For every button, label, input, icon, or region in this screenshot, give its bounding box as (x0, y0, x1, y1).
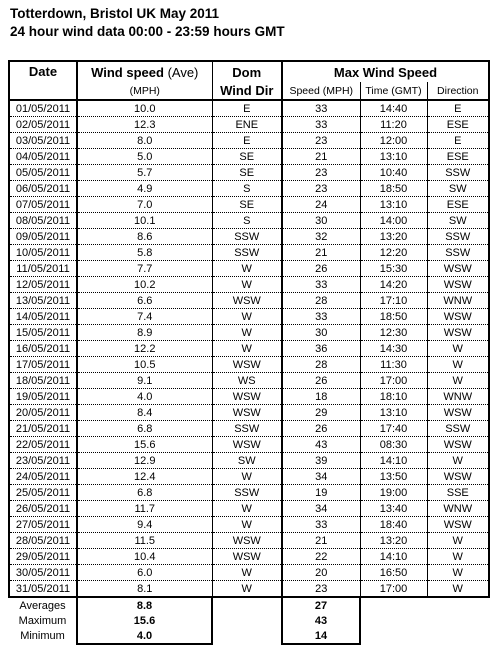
max-speed-cell: 18 (282, 389, 360, 405)
max-dir-cell: WSW (427, 469, 489, 485)
time-cell: 17:40 (360, 421, 427, 437)
dom-dir-cell: W (212, 341, 282, 357)
table-row (9, 149, 489, 165)
max-dir-cell: SSW (427, 421, 489, 437)
max-speed-cell: 33 (282, 117, 360, 133)
table-row (9, 117, 489, 133)
table-row (9, 389, 489, 405)
avg-speed-cell: 6.6 (77, 293, 212, 309)
time-cell: 14:30 (360, 341, 427, 357)
table-row (9, 357, 489, 373)
time-cell: 14:40 (360, 100, 427, 117)
max-dir-cell: SW (427, 181, 489, 197)
table-row (9, 517, 489, 533)
table-row (9, 165, 489, 181)
date-cell: 26/05/2011 (9, 501, 77, 517)
table-row (9, 501, 489, 517)
dom-dir-cell: WSW (212, 533, 282, 549)
dom-dir-cell: S (212, 181, 282, 197)
dom-dir-cell: W (212, 277, 282, 293)
dom-dir-cell: WSW (212, 389, 282, 405)
date-cell: 11/05/2011 (9, 261, 77, 277)
dom-dir-cell: W (212, 469, 282, 485)
table-row (9, 245, 489, 261)
max-speed-cell: 36 (282, 341, 360, 357)
time-cell: 18:10 (360, 389, 427, 405)
minimum-row (9, 628, 489, 644)
dom-dir-cell: W (212, 517, 282, 533)
max-speed-cell: 26 (282, 373, 360, 389)
avg-speed-cell: 6.8 (77, 421, 212, 437)
date-cell: 28/05/2011 (9, 533, 77, 549)
date-cell: 07/05/2011 (9, 197, 77, 213)
table-row (9, 293, 489, 309)
date-cell: 12/05/2011 (9, 277, 77, 293)
table-row (9, 565, 489, 581)
table-row (9, 373, 489, 389)
date-cell: 20/05/2011 (9, 405, 77, 421)
date-cell: 17/05/2011 (9, 357, 77, 373)
dom-dir-cell: WSW (212, 437, 282, 453)
max-dir-cell: ESE (427, 117, 489, 133)
table-row (9, 533, 489, 549)
max-speed-cell: 28 (282, 293, 360, 309)
dom-dir-cell: WSW (212, 405, 282, 421)
dom-dir-cell: SSW (212, 245, 282, 261)
avg-speed-cell: 8.9 (77, 325, 212, 341)
avg-speed-cell: 5.7 (77, 165, 212, 181)
dom-dir-cell: SSW (212, 421, 282, 437)
table-row (9, 325, 489, 341)
avg-speed-cell: 8.6 (77, 229, 212, 245)
dom-dir-cell: WSW (212, 293, 282, 309)
summary-empty (212, 597, 282, 613)
time-cell: 11:20 (360, 117, 427, 133)
time-cell: 17:00 (360, 373, 427, 389)
max-speed-cell: 32 (282, 229, 360, 245)
avg-speed-cell: 9.1 (77, 373, 212, 389)
dom-dir-cell: W (212, 581, 282, 598)
dom-dir-cell: WSW (212, 357, 282, 373)
time-cell: 16:50 (360, 565, 427, 581)
max-speed-cell: 23 (282, 181, 360, 197)
date-cell: 31/05/2011 (9, 581, 77, 598)
summary-speed-value: 4.0 (77, 628, 212, 644)
date-cell: 15/05/2011 (9, 325, 77, 341)
time-cell: 12:30 (360, 325, 427, 341)
header-row-2 (9, 82, 489, 100)
date-cell: 10/05/2011 (9, 245, 77, 261)
dom-dir-cell: W (212, 261, 282, 277)
date-cell: 22/05/2011 (9, 437, 77, 453)
max-dir-cell: WSW (427, 277, 489, 293)
avg-speed-cell: 12.2 (77, 341, 212, 357)
wind-data-table (8, 60, 490, 645)
time-cell: 13:40 (360, 501, 427, 517)
table-row (9, 133, 489, 149)
max-speed-cell: 21 (282, 149, 360, 165)
dom-dir-cell: W (212, 501, 282, 517)
time-cell: 18:50 (360, 181, 427, 197)
direction-header: Direction (427, 82, 489, 100)
table-row (9, 341, 489, 357)
max-speed-cell: 33 (282, 277, 360, 293)
time-cell: 13:10 (360, 149, 427, 165)
summary-gust-value: 27 (282, 597, 360, 613)
max-dir-cell: E (427, 133, 489, 149)
date-cell: 24/05/2011 (9, 469, 77, 485)
table-row (9, 421, 489, 437)
time-gmt-header: Time (GMT) (360, 82, 427, 100)
max-dir-cell: W (427, 357, 489, 373)
time-cell: 13:20 (360, 533, 427, 549)
max-dir-cell: SSW (427, 165, 489, 181)
dom-dir-cell: SSW (212, 229, 282, 245)
dom-dir-cell: W (212, 565, 282, 581)
date-cell: 09/05/2011 (9, 229, 77, 245)
date-cell: 27/05/2011 (9, 517, 77, 533)
date-cell: 18/05/2011 (9, 373, 77, 389)
summary-speed-value: 8.8 (77, 597, 212, 613)
date-cell: 06/05/2011 (9, 181, 77, 197)
date-cell: 04/05/2011 (9, 149, 77, 165)
avg-speed-cell: 4.9 (77, 181, 212, 197)
time-cell: 14:20 (360, 277, 427, 293)
max-dir-cell: SW (427, 213, 489, 229)
max-speed-cell: 33 (282, 100, 360, 117)
time-cell: 18:40 (360, 517, 427, 533)
header-row-1 (9, 61, 489, 82)
max-speed-cell: 34 (282, 469, 360, 485)
max-speed-cell: 23 (282, 581, 360, 598)
max-dir-cell: WSW (427, 517, 489, 533)
max-speed-cell: 22 (282, 549, 360, 565)
avg-speed-cell: 7.0 (77, 197, 212, 213)
date-cell: 02/05/2011 (9, 117, 77, 133)
dom-dir-cell: SE (212, 165, 282, 181)
table-row (9, 469, 489, 485)
table-row (9, 213, 489, 229)
avg-speed-cell: 7.4 (77, 309, 212, 325)
max-dir-cell: W (427, 341, 489, 357)
max-dir-cell: W (427, 581, 489, 598)
summary-label: Maximum (18, 614, 67, 627)
max-dir-cell: WSW (427, 261, 489, 277)
avg-speed-cell: 15.6 (77, 437, 212, 453)
max-dir-cell: WNW (427, 501, 489, 517)
date-cell: 25/05/2011 (9, 485, 77, 501)
max-speed-cell: 23 (282, 165, 360, 181)
speed-mph-header: Speed (MPH) (282, 82, 360, 100)
time-cell: 12:20 (360, 245, 427, 261)
max-dir-cell: W (427, 533, 489, 549)
avg-speed-cell: 12.9 (77, 453, 212, 469)
max-dir-cell: W (427, 549, 489, 565)
max-speed-cell: 23 (282, 133, 360, 149)
avg-speed-cell: 10.2 (77, 277, 212, 293)
time-cell: 19:00 (360, 485, 427, 501)
date-cell: 16/05/2011 (9, 341, 77, 357)
max-dir-cell: WSW (427, 437, 489, 453)
max-dir-cell: SSE (427, 485, 489, 501)
table-row (9, 197, 489, 213)
max-speed-cell: 20 (282, 565, 360, 581)
max-speed-cell: 33 (282, 517, 360, 533)
max-dir-cell: W (427, 565, 489, 581)
dom-dir-cell: WS (212, 373, 282, 389)
dom-dir-cell: ENE (212, 117, 282, 133)
time-cell: 14:10 (360, 453, 427, 469)
avg-speed-cell: 7.7 (77, 261, 212, 277)
wind-speed-unit: (MPH) (77, 82, 212, 100)
max-dir-cell: ESE (427, 149, 489, 165)
avg-speed-cell: 11.7 (77, 501, 212, 517)
max-speed-cell: 30 (282, 213, 360, 229)
avg-speed-cell: 9.4 (77, 517, 212, 533)
date-header: Date (9, 61, 77, 100)
summary-gust-value: 14 (282, 628, 360, 644)
max-speed-cell: 24 (282, 197, 360, 213)
table-row (9, 277, 489, 293)
table-row (9, 261, 489, 277)
dom-dir-cell: WSW (212, 549, 282, 565)
table-row (9, 453, 489, 469)
max-speed-cell: 30 (282, 325, 360, 341)
max-dir-cell: WNW (427, 293, 489, 309)
table-row (9, 485, 489, 501)
time-cell: 13:10 (360, 405, 427, 421)
summary-empty (212, 628, 282, 644)
time-cell: 17:00 (360, 581, 427, 598)
dom-dir-cell: SSW (212, 485, 282, 501)
time-cell: 11:30 (360, 357, 427, 373)
max-speed-cell: 19 (282, 485, 360, 501)
dom-dir-cell: W (212, 325, 282, 341)
max-speed-cell: 21 (282, 533, 360, 549)
summary-gust-value: 43 (282, 613, 360, 628)
date-cell: 08/05/2011 (9, 213, 77, 229)
page-title: Totterdown, Bristol UK May 2011 (10, 6, 220, 21)
dom-dir-cell: SW (212, 453, 282, 469)
max-speed-cell: 26 (282, 421, 360, 437)
max-wind-speed-header: Max Wind Speed (282, 61, 489, 82)
table-row (9, 437, 489, 453)
avg-speed-cell: 4.0 (77, 389, 212, 405)
dom-dir-cell: S (212, 213, 282, 229)
wind-speed-ave-label: (Ave) (167, 64, 199, 80)
table-row (9, 549, 489, 565)
page-subtitle: 24 hour wind data 00:00 - 23:59 hours GMT (10, 24, 285, 39)
summary-speed-value: 15.6 (77, 613, 212, 628)
wind-dir-header: Wind Dir (212, 82, 282, 100)
avg-speed-cell: 10.1 (77, 213, 212, 229)
date-cell: 01/05/2011 (9, 100, 77, 117)
date-cell: 03/05/2011 (9, 133, 77, 149)
avg-speed-cell: 5.0 (77, 149, 212, 165)
dom-dir-cell: W (212, 309, 282, 325)
table-row (9, 229, 489, 245)
max-dir-cell: WSW (427, 325, 489, 341)
avg-speed-cell: 6.8 (77, 485, 212, 501)
dom-dir-cell: SE (212, 149, 282, 165)
date-cell: 14/05/2011 (9, 309, 77, 325)
date-cell: 19/05/2011 (9, 389, 77, 405)
avg-speed-cell: 8.1 (77, 581, 212, 598)
summary-empty (427, 628, 489, 644)
time-cell: 08:30 (360, 437, 427, 453)
wind-speed-header (77, 61, 212, 82)
max-speed-cell: 39 (282, 453, 360, 469)
summary-empty (360, 597, 427, 613)
time-cell: 18:50 (360, 309, 427, 325)
max-speed-cell: 33 (282, 309, 360, 325)
date-cell: 29/05/2011 (9, 549, 77, 565)
date-cell: 23/05/2011 (9, 453, 77, 469)
summary-label: Averages (19, 599, 66, 612)
dom-dir-cell: E (212, 133, 282, 149)
max-dir-cell: WSW (427, 309, 489, 325)
time-cell: 13:20 (360, 229, 427, 245)
max-dir-cell: SSW (427, 229, 489, 245)
dom-dir-cell: E (212, 100, 282, 117)
date-cell: 05/05/2011 (9, 165, 77, 181)
table-row (9, 100, 489, 117)
avg-speed-cell: 5.8 (77, 245, 212, 261)
time-cell: 10:40 (360, 165, 427, 181)
table-row (9, 405, 489, 421)
time-cell: 13:50 (360, 469, 427, 485)
avg-speed-cell: 6.0 (77, 565, 212, 581)
averages-row (9, 597, 489, 613)
time-cell: 17:10 (360, 293, 427, 309)
max-dir-cell: W (427, 453, 489, 469)
max-speed-cell: 43 (282, 437, 360, 453)
max-speed-cell: 34 (282, 501, 360, 517)
dom-dir-cell: SE (212, 197, 282, 213)
max-dir-cell: SSW (427, 245, 489, 261)
summary-empty (360, 628, 427, 644)
date-cell: 30/05/2011 (9, 565, 77, 581)
avg-speed-cell: 12.3 (77, 117, 212, 133)
date-cell: 13/05/2011 (9, 293, 77, 309)
table-row (9, 181, 489, 197)
summary-empty (427, 597, 489, 613)
avg-speed-cell: 10.4 (77, 549, 212, 565)
avg-speed-cell: 8.4 (77, 405, 212, 421)
max-dir-cell: WSW (427, 405, 489, 421)
table-row (9, 581, 489, 598)
avg-speed-cell: 12.4 (77, 469, 212, 485)
avg-speed-cell: 10.0 (77, 100, 212, 117)
avg-speed-cell: 8.0 (77, 133, 212, 149)
time-cell: 12:00 (360, 133, 427, 149)
avg-speed-cell: 11.5 (77, 533, 212, 549)
time-cell: 15:30 (360, 261, 427, 277)
time-cell: 13:10 (360, 197, 427, 213)
avg-speed-cell: 10.5 (77, 357, 212, 373)
max-dir-cell: WNW (427, 389, 489, 405)
max-dir-cell: W (427, 373, 489, 389)
table-row (9, 309, 489, 325)
max-speed-cell: 21 (282, 245, 360, 261)
max-speed-cell: 28 (282, 357, 360, 373)
wind-speed-label: Wind speed (91, 64, 164, 80)
max-dir-cell: E (427, 100, 489, 117)
dom-header: Dom (212, 61, 282, 82)
time-cell: 14:10 (360, 549, 427, 565)
max-speed-cell: 26 (282, 261, 360, 277)
max-speed-cell: 29 (282, 405, 360, 421)
time-cell: 14:00 (360, 213, 427, 229)
date-cell: 21/05/2011 (9, 421, 77, 437)
max-dir-cell: ESE (427, 197, 489, 213)
summary-label: Minimum (20, 630, 65, 642)
